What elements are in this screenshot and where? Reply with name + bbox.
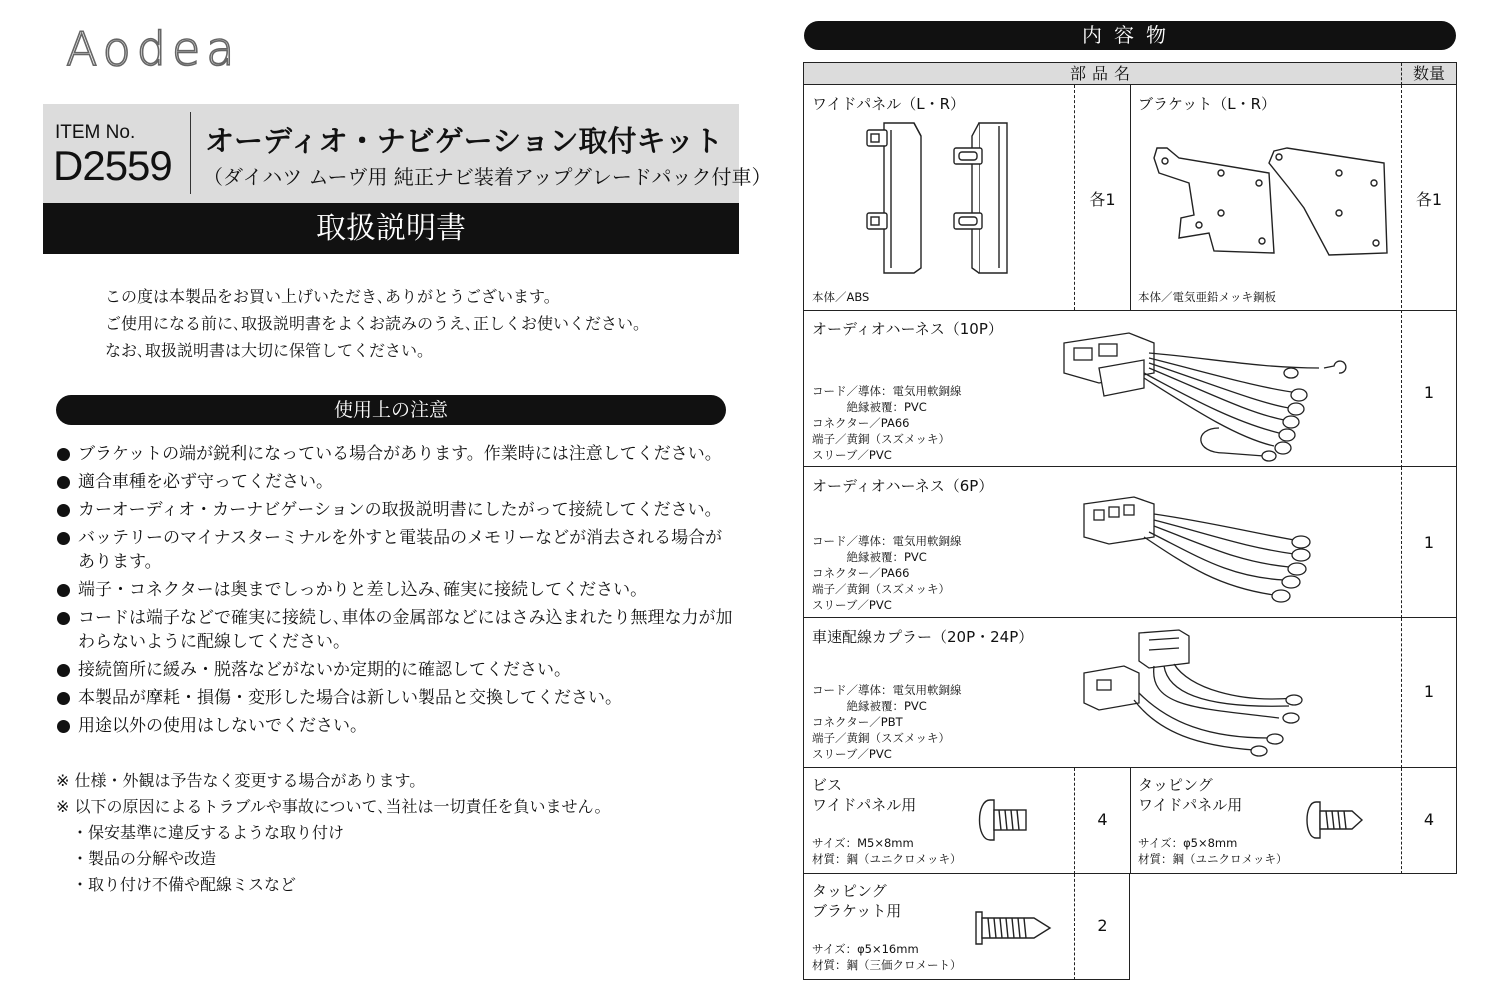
tapping-panel-illustration [1304,800,1366,840]
material-line: 端子／黄銅（スズメッキ） [812,582,950,596]
harness-6p-name: オーディオハーネス（6P） [812,477,994,495]
speed-coupler-row [803,618,1457,768]
material-line: 材質：鋼（ユニクロメッキ） [812,852,962,866]
material-line: サイズ：φ5×16mm [812,942,919,956]
header-quantity: 数量 [1412,64,1445,83]
material-line: スリーブ／PVC [812,448,892,462]
material-line: コード／導体：電気用軟銅線 [812,384,962,398]
harness-6p-materials [812,533,962,613]
tapping-panel-qty: 4 [1423,810,1435,829]
tapping-bracket-materials [812,941,962,973]
screw-row [803,768,1457,874]
harness-6p-row [803,467,1457,618]
header-part-name: 部品名 [1069,64,1136,83]
note-line: ※ 以下の原因によるトラブルや事故について､当社は一切責任を負いません。 [56,797,611,816]
item-number-label: ITEM No. [55,122,136,143]
tapping-panel-materials [1138,835,1288,867]
qty-column-divider [1401,85,1402,468]
harness-10p-illustration [1059,328,1359,463]
wide-panel-name: ワイドパネル（L・R） [812,95,966,113]
caution-item: 本製品が摩耗・損傷・変形した場合は新しい製品と交換してください。 [56,686,736,710]
screw-use: ワイドパネル用 [812,796,917,814]
material-line: コネクター／PA66 [812,416,910,430]
item-divider [190,112,191,194]
bracket-material: 本体／電気亜鉛メッキ鋼板 [1138,290,1276,304]
cell-divider [1130,768,1131,874]
bracket-name: ブラケット（L・R） [1138,95,1277,113]
caution-item: 接続箇所に緩み・脱落などがないか定期的に確認してください。 [56,658,736,682]
speed-coupler-materials [812,682,962,762]
caution-heading: 使用上の注意 [56,395,726,425]
harness-6p-illustration [1079,492,1319,607]
row-divider [804,310,1456,311]
intro-line: なお､取扱説明書は大切に保管してください。 [105,341,434,360]
tapping-panel-use: ワイドパネル用 [1138,796,1243,814]
caution-item: 用途以外の使用はしないでください。 [56,714,736,738]
speed-coupler-illustration [1079,628,1319,763]
bracket-qty: 各1 [1415,190,1443,209]
material-line: サイズ：φ5×8mm [1138,836,1238,850]
tapping-panel-name: タッピング [1138,776,1213,794]
material-line: コネクター／PA66 [812,566,910,580]
intro-line: この度は本製品をお買い上げいただき､ありがとうございます。 [105,287,560,306]
harness-10p-qty: 1 [1423,383,1435,402]
table-header [804,63,1456,85]
tapping-bracket-qty: 2 [1097,916,1108,935]
intro-line: ご使用になる前に､取扱説明書をよくお読みのうえ､正しくお使いください。 [105,314,650,333]
product-title: オーディオ・ナビゲーション取付キット [205,124,723,158]
caution-item: コードは端子などで確実に接続し､車体の金属部などにはさみ込まれたり無理な力が加わらないように配線してください。 [56,606,736,654]
screw-materials [812,835,962,867]
intro-text [105,283,649,364]
disclaimer-notes [56,768,611,898]
caution-item: ブラケットの端が鋭利になっている場合があります。作業時には注意してください。 [56,442,736,466]
screw-qty: 4 [1097,810,1108,829]
tapping-bracket-use: ブラケット用 [812,902,902,920]
brand-logo: Aodea [66,22,241,76]
note-subitem: ・取り付け不備や配線ミスなど [72,875,297,894]
wide-panel-qty: 各1 [1089,190,1116,209]
material-line: 端子／黄銅（スズメッキ） [812,731,950,745]
material-line: 材質：鋼（ユニクロメッキ） [1138,852,1288,866]
screw-name: ビス [812,776,843,794]
material-line: サイズ：M5×8mm [812,836,914,850]
wide-panel-illustration [859,118,1019,278]
harness-6p-qty: 1 [1423,533,1435,552]
parts-table [803,62,1457,467]
material-line: 絶縁被覆：PVC [812,400,927,414]
note-subitem: ・製品の分解や改造 [72,849,217,868]
harness-10p-name: オーディオハーネス（10P） [812,320,1003,338]
material-line: 絶縁被覆：PVC [812,699,927,713]
material-line: 材質：鋼（三価クロメート） [812,958,962,972]
cell-divider [1130,85,1131,310]
material-line: スリーブ／PVC [812,747,892,761]
material-line: 絶縁被覆：PVC [812,550,927,564]
manual-title: 取扱説明書 [43,203,739,254]
wide-panel-material: 本体／ABS [812,290,870,304]
material-line: 端子／黄銅（スズメッキ） [812,432,950,446]
tapping-bracket-name: タッピング [812,882,887,900]
note-subitem: ・保安基準に違反するような取り付け [72,823,345,842]
caution-item: 端子・コネクターは奥までしっかりと差し込み､確実に接続してください。 [56,578,736,602]
harness-10p-materials [812,383,962,463]
caution-item: バッテリーのマイナスターミナルを外すと電装品のメモリーなどが消去される場合があります。 [56,526,736,574]
note-line: ※ 仕様・外観は予告なく変更する場合があります。 [56,771,426,790]
bracket-illustration [1139,143,1389,263]
speed-coupler-name: 車速配線カプラー（20P・24P） [812,628,1034,646]
tapping-bracket-row [803,874,1130,980]
caution-list [56,442,736,742]
contents-heading: 内容物 [804,21,1456,50]
screw-illustration [976,798,1036,842]
item-number: D2559 [53,142,172,189]
material-line: コード／導体：電気用軟銅線 [812,683,962,697]
caution-item: カーオーディオ・カーナビゲーションの取扱説明書にしたがって接続してください。 [56,498,736,522]
item-header [43,104,772,203]
product-subtitle: （ダイハツ ムーヴ用 純正ナビ装着アップグレードパック付車） [203,165,772,189]
speed-coupler-qty: 1 [1423,682,1435,701]
material-line: コネクター／PBT [812,715,903,729]
tapping-bracket-illustration [974,908,1054,948]
caution-item: 適合車種を必ず守ってください。 [56,470,736,494]
material-line: コード／導体：電気用軟銅線 [812,534,962,548]
material-line: スリーブ／PVC [812,598,892,612]
